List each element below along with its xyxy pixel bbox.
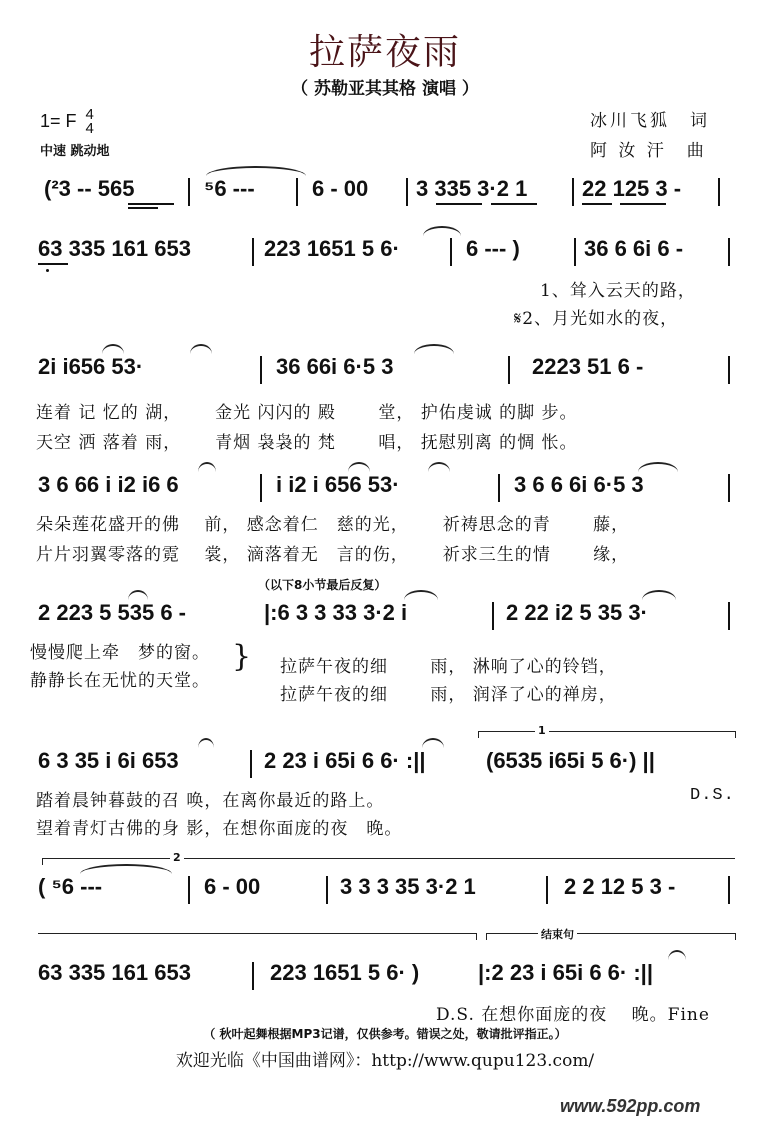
score-system-3 — [38, 354, 732, 388]
barline — [546, 876, 548, 904]
score-system-8 — [38, 960, 732, 994]
barline — [260, 356, 262, 384]
lyric-verse-1-left: 慢慢爬上牵 梦的窗。 — [30, 643, 210, 663]
site-welcome: 欢迎光临《中国曲谱网》：http://www.qupu123.com/ — [175, 1051, 595, 1071]
score-system-7 — [38, 874, 732, 908]
tie-arc — [206, 166, 306, 176]
barline — [728, 876, 730, 904]
barline — [728, 602, 730, 630]
song-title: 拉萨夜雨 — [308, 32, 461, 73]
coda-bracket — [486, 933, 736, 940]
measure: 2 22 i2 5 35 3· — [506, 600, 648, 625]
measure: 3 335 3·2 1 — [416, 176, 528, 201]
measure: (²3 -- 565 — [44, 176, 135, 201]
barline — [406, 178, 408, 206]
lyric-verse-2: 拉萨午夜的细 雨， 润泽了心的禅房， — [280, 685, 617, 705]
lyric-verse-1: 朵朵莲花盛开的佛 前， 感念着仁 慈的光， 祈祷思念的青 藤， — [36, 515, 630, 535]
repeat-annotation: （以下8小节最后反复） — [258, 578, 387, 592]
second-ending-bracket — [42, 858, 735, 865]
composer-credit: 阿 汝 汗 曲 — [590, 141, 707, 161]
lyric-verse-1: 连着 记 忆的 湖， 金光 闪闪的 殿 堂， 护佑虔诚 的脚 步。 — [36, 403, 578, 423]
watermark: www.592pp.com — [560, 1096, 701, 1116]
tie-arc — [80, 864, 172, 874]
barline — [574, 238, 576, 266]
ds-marker: D.S. — [690, 786, 735, 805]
measure: 6 - 00 — [204, 874, 261, 899]
lyricist-credit: 冰川飞狐 词 — [590, 111, 710, 131]
barline — [188, 178, 190, 206]
measure: 22 125 3 - — [582, 176, 682, 201]
underline — [436, 203, 482, 205]
barline — [450, 238, 452, 266]
underline — [491, 203, 537, 205]
barline — [326, 876, 328, 904]
second-ending-continuation — [38, 933, 477, 940]
lyric-ending: D.S. 在想你面庞的夜 晚。Fine — [436, 1005, 710, 1025]
tie-arc — [642, 590, 676, 600]
time-sig-bottom: 4 — [85, 120, 94, 137]
underline — [128, 203, 174, 205]
measure: 6 3 35 i 6i 653 — [38, 748, 179, 773]
lyric-verse-1: 踏着晨钟暮鼓的召 唤，在离你最近的路上。 — [36, 791, 385, 811]
tie-arc — [638, 462, 678, 472]
tie-arc — [128, 590, 148, 600]
tie-arc — [198, 462, 216, 472]
measure: |:6 3 3 33 3·2 i — [264, 600, 408, 625]
measure: |:2 23 i 65i 6 6· :|| — [478, 960, 653, 985]
tie-arc — [198, 738, 214, 748]
tie-arc — [190, 344, 212, 354]
underline — [128, 207, 158, 209]
tie-arc — [428, 462, 450, 472]
measure: ( ⁵6 --- — [38, 874, 103, 899]
barline — [250, 750, 252, 778]
measure: 2 23 i 65i 6 6· :|| — [264, 748, 426, 773]
measure: 6 - 00 — [312, 176, 369, 201]
performer-subtitle: （ 苏勒亚其其格 演唱 ） — [291, 79, 479, 99]
measure: 6 --- ) — [466, 236, 520, 261]
ending-label: 2 — [170, 851, 184, 864]
measure: (6535 i65i 5 6·) || — [486, 748, 655, 773]
barline — [252, 962, 254, 990]
measure: 36 66i 6·5 3 — [276, 354, 394, 379]
tie-arc — [348, 462, 370, 472]
lyric-verse-1: 1、耸入云天的路， — [540, 281, 696, 301]
measure: 63 335 161 653 — [38, 960, 191, 985]
barline — [508, 356, 510, 384]
ending-label: 1 — [535, 724, 549, 737]
barline — [572, 178, 574, 206]
barline — [718, 178, 720, 206]
first-ending-bracket — [478, 731, 736, 738]
lyric-verse-2: 𝄋2、月光如水的夜， — [514, 309, 679, 329]
key-signature — [40, 108, 94, 136]
barline — [728, 356, 730, 384]
barline — [252, 238, 254, 266]
tie-arc — [404, 590, 438, 600]
tie-arc — [668, 950, 686, 960]
measure: 2223 51 6 - — [532, 354, 644, 379]
measure: 36 6 6i 6 - — [584, 236, 684, 261]
measure: 63 335 161 653 — [38, 236, 191, 261]
low-octave-dot — [46, 269, 49, 272]
tie-arc — [414, 344, 454, 354]
lyric-verse-2: 天空 洒 落着 雨， 青烟 袅袅的 梵 唱， 抚慰别离 的惆 怅。 — [36, 433, 578, 453]
barline — [492, 602, 494, 630]
tie-arc — [423, 226, 461, 236]
measure: 3 6 66 i i2 i6 6 — [38, 472, 179, 497]
measure: ⁵6 --- — [204, 176, 255, 201]
underline — [582, 203, 612, 205]
measure: 2 2 12 5 3 - — [564, 874, 676, 899]
underline — [620, 203, 666, 205]
time-sig-top: 4 — [85, 106, 94, 123]
transcription-note: （ 秋叶起舞根据MP3记谱，仅供参考。错误之处，敬请批评指正。） — [203, 1027, 567, 1041]
lyric-verse-1: 拉萨午夜的细 雨， 淋响了心的铃铛， — [280, 657, 617, 677]
lyric-verse-2-left: 静静长在无忧的天堂。 — [30, 671, 210, 691]
measure: 2 223 5 535 6 - — [38, 600, 187, 625]
barline — [728, 238, 730, 266]
measure: 3 6 6 6i 6·5 3 — [514, 472, 644, 497]
score-system-1 — [38, 176, 732, 210]
lyric-verse-2: 望着青灯古佛的身 影，在想你面庞的夜 晚。 — [36, 819, 403, 839]
barline — [188, 876, 190, 904]
coda-label: 结束句 — [538, 926, 577, 942]
measure: 223 1651 5 6· — [264, 236, 400, 261]
brace-icon: } — [232, 639, 253, 674]
measure: 3 3 3 35 3·2 1 — [340, 874, 476, 899]
barline — [296, 178, 298, 206]
lyric-verse-2: 片片羽翼零落的霓 裳， 滴落着无 言的伤， 祈求三生的情 缘， — [36, 545, 630, 565]
measure: i i2 i 656 53· — [276, 472, 400, 497]
tempo-marking: 中速 跳动地 — [40, 144, 110, 159]
barline — [728, 474, 730, 502]
score-system-6 — [38, 748, 732, 782]
score-system-4 — [38, 472, 732, 506]
key-label: 1= F — [40, 110, 77, 131]
score-system-5 — [38, 600, 732, 634]
measure: 2i i656 53· — [38, 354, 144, 379]
tie-arc — [422, 738, 444, 748]
barline — [260, 474, 262, 502]
tie-arc — [102, 344, 124, 354]
time-signature — [86, 108, 94, 136]
underline — [38, 263, 68, 265]
score-system-2 — [38, 236, 732, 270]
barline — [498, 474, 500, 502]
measure: 223 1651 5 6· ) — [270, 960, 420, 985]
